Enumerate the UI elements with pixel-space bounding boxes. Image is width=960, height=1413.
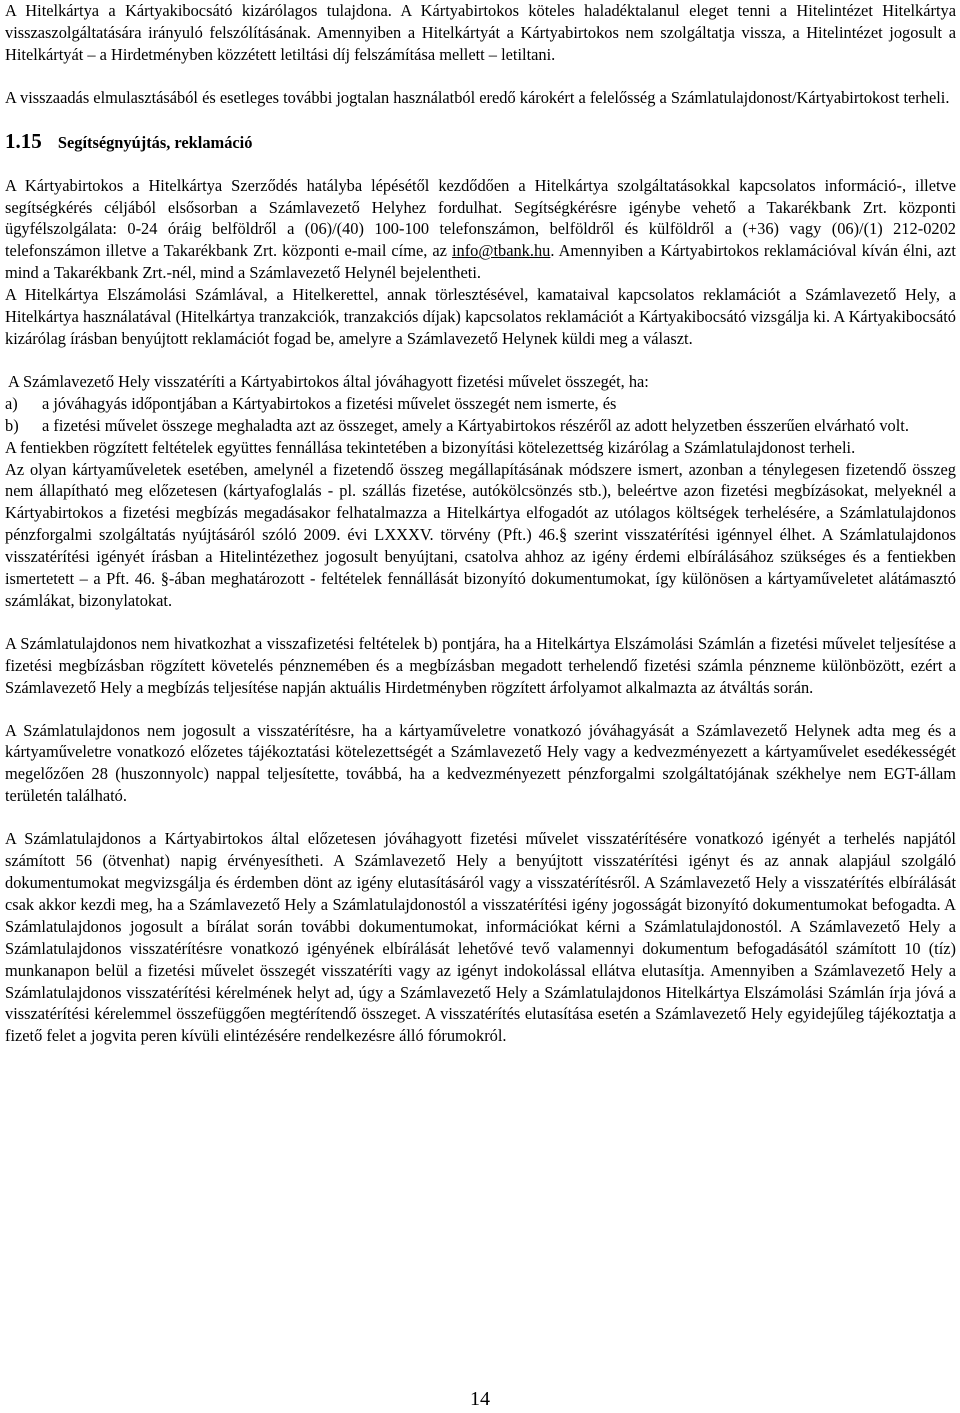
paragraph-currency-exception: A Számlatulajdonos nem hivatkozhat a visszafizetési feltételek b) pontjára, ha a Hitelkártya Elszámolási Számlán a fizetési művelet teljesítése a fizetési megbízásban rögzített követelés pénznemében és a megbízásban megadott terhelendő fizetési számla pénzneme különbözött, ezért a Számlavezető Hely a megbízás teljesítése napján aktuális Hirdetményben rögzített árfolyamot alkalmazta az átváltás során. (5, 633, 956, 697)
email-link[interactable]: info@tbank.hu (451, 241, 551, 261)
paragraph-liability: A visszaadás elmulasztásából és esetleges további jogtalan használatból eredő károkért a felelősség a Számlatulajdonost/Kártyabirtokost terheli. (5, 87, 950, 107)
paragraph-refund-procedure: A Számlatulajdonos a Kártyabirtokos által előzetesen jóváhagyott fizetési művelet visszatérítésére vonatkozó igényét a terhelés napjától számított 56 (ötvenhat) napig érvényesítheti. A Számlavezető Hely a benyújtott visszatérítési igényt és az annak alapjául szolgáló dokumentumokat megvizsgálja és érdemben dönt az igény elutasításáról vagy a visszatérítésről. A Számlavezető Hely a visszatérítés elbírálását csak akkor kezdi meg, ha a Számlavezető Hely a Számlatulajdonostól a visszatérítési igény jogosságát bizonyító dokumentumokat befogadta. A Számlatulajdonos jogosult a bírálat során további dokumentumokat, információkat kérni a Számlatulajdonostól. A Számlavezető Hely a Számlatulajdonos visszatérítésre vonatkozó igényének elbírálását lehetővé tevő valamennyi dokumentum befogadásától számított 10 (tíz) munkanapon belül a fizetési művelet összegét visszatéríti vagy az igényt indokolással ellátva elutasítja. Amennyiben a Számlavezető Hely a Számlatulajdonos visszatérítési kérelmének helyt ad, úgy a Számlavezető Hely a Számlatulajdonos Hitelkártya Elszámolási Számlán írja jóvá a visszatérítési kérelemmel összefüggően megtérítendő összeget. A visszatérítés elutasítása esetén a Számlavezető Hely egyidejűleg tájékoztatja a fizető felet a jogvita peren kívüli elintézésére rendelkezésre álló fórumokról. (5, 829, 956, 1046)
list-text-a: a jóváhagyás időpontjában a Kártyabirtokos a fizetési művelet összegét nem ismerte, és (42, 393, 617, 413)
paragraph-complaints: A Hitelkártya Elszámolási Számlával, a Hitelkerettel, annak törlesztésével, kamataival kapcsolatos reklamációt a Számlavezető Hely, a Hitelkártya használatával (Hitelkártya tranzakciók, tranzakciós díjak) kapcsolatos reklamációt a Kártyakibocsátó vizsgálja ki. A Kártyakibocsátó kizárólag írásban benyújtott reklamációt fogad be, amelyre a Számlavezető Helynek küldi meg a választ. (5, 285, 956, 348)
list-marker-a: a) (5, 393, 18, 413)
section-number: 1.15 (5, 128, 42, 153)
list-item-a (5, 393, 956, 415)
paragraph-no-refund: A Számlatulajdonos nem jogosult a visszatérítésre, ha a kártyaműveletre vonatkozó jóváhagyását a Számlavezető Helynek adta meg és a kártyaműveletre vonatkozó előzetes tájékoztatási kötelezettségét a Számlavezető Hely vagy a kedvezményezett a kártyaművelet esedékességét megelőzően 28 (huszonnyolc) nappal teljesítette, továbbá, ha a kedvezményezett pénzforgalmi szolgáltatójának székhelye nem EGT-állam területén található. (5, 720, 956, 806)
document-page (5, 0, 956, 1047)
paragraph-assistance (5, 175, 956, 285)
section-heading (5, 130, 956, 154)
list-text-b: a fizetési művelet összege meghaladta azt az összeget, amely a Kártyabirtokos részéről az adott helyzetben ésszerűen elvárható volt. (42, 415, 909, 435)
section-title: Segítségnyújtás, reklamáció (57, 132, 253, 152)
paragraph-card-ownership: A Hitelkártya a Kártyakibocsátó kizárólagos tulajdona. A Kártyabirtokos köteles haladéktalanul eleget tenni a Hitelintézet Hitelkártya visszaszolgáltatására irányuló felszólításának. Amennyiben a Hitelkártyát a Kártyabirtokos nem szolgáltatja vissza, a Hitelintézet jogosult a Hitelkártyát – a Hirdetményben közzétett letiltási díj felszámítása mellett – letiltani. (5, 1, 956, 64)
assistance-text-end: . Amennyiben a Kártyabirtokos reklamációval kíván élni, azt mind a Takarékbank Zrt.-nél, mind a Számlavezető Helynél bejelentheti. (5, 241, 956, 283)
assistance-text-start: A Kártyabirtokos a Hitelkártya Szerződés hatályba lépésétől kezdődően a Hitelkártya szolgáltatásokkal kapcsolatos információ-, illetve segítségkérés céljából elsősorban a Számlavezető Helyhez fordulhat. Segítségkérésre igénybe vehető a Takarékbank Zrt. központi ügyfélszolgálata: 0-24 óráig belföldről a (06)/(40) 100-100 telefonszámon, belföldről és külföldről a (+36) vagy (06)/(1) 212-0202 telefonszámon illetve a Takarékbank Zrt. központi e-mail címe, az (5, 175, 956, 261)
list-marker-b: b) (5, 415, 19, 435)
list-item-b (5, 415, 956, 437)
page-number: 14 (470, 1388, 490, 1410)
paragraph-card-transactions: Az olyan kártyaműveletek esetében, amelynél a fizetendő összeg megállapításának módszere ismert, azonban a ténylegesen fizetendő összeg nem állapítható meg előzetesen (kártyafoglalás - pl. szállás fizetése, autókölcsönzés stb.), beleértve azon fizetési megbízásokat, melyeknél a Kártyabirtokos a fizetési megbízás megadásakor felhatalmazza a Hitelkártya elfogadót az utólagos költségek terhelésére, a Számlatulajdonos pénzforgalmi szolgáltatás nyújtásáról szóló 2009. évi LXXXV. törvény (Pft.) 46.§ szerint visszatérítési igénnyel élhet. A Számlatulajdonos visszatérítési igényét írásban a Hitelintézethez jogosult benyújtani, csatolva ahhoz az igény érdemi elbírálásához szükséges és a fentiekben ismertetett – a Pft. 46. §-ában meghatározott - feltételek fennállását bizonyító dokumentumokat, így különösen a kártyaműveletet alátámasztó számlákat, bizonylatokat. (5, 459, 956, 610)
paragraph-burden-of-proof: A fentiekben rögzített feltételek együttes fennállása tekintetében a bizonyítási kötelezettség kizárólag a Számlatulajdonost terheli. (5, 437, 856, 457)
paragraph-refund-intro: A Számlavezető Hely visszatéríti a Kártyabirtokos által jóváhagyott fizetési művelet összegét, ha: (8, 371, 649, 391)
